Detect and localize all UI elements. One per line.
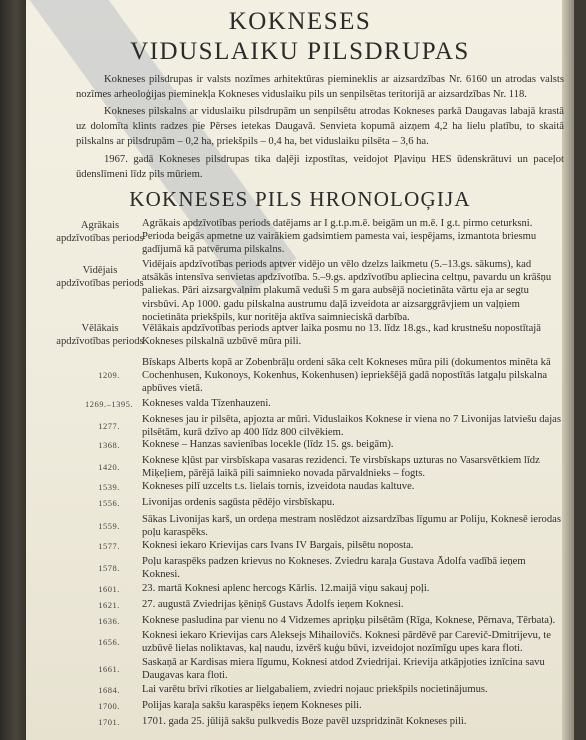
chronology-heading: KOKNESES PILS HRONOLOĢIJA: [129, 187, 471, 211]
information-board: [26, 0, 574, 740]
period-text: Vēlākais apdzīvotības periods aptver laika posmu no 13. līdz 18.gs., kad krustnešu nopostītajā Kokneses pilskalnā uzbūvē mūra pili.: [142, 323, 541, 348]
event-text: Kokneses jau ir pilsēta, apjozta ar mūri. Viduslaikos Koknese ir viena no 7 Livonijas latviešu dajas pilsētām, kurā dzīvo ap 400 līdz 800 cilvēkiem.: [142, 414, 561, 439]
event-year: 1277.: [98, 421, 120, 431]
event-year: 1269.–1395.: [85, 399, 133, 409]
left-post: [0, 0, 26, 740]
period-text: Agrākais apdzīvotības periods datējams ar I g.t.p.m.ē. beigām un m.ē. I g.t. pirmo ceturksni. Perioda beigās apmetne uz vairākiem gadsimtiem pamesta vai, iespējams, izmantota briesmu gadījumā kā patvēruma pilskalns.: [142, 218, 537, 256]
event-text: Koknese pasludina par vienu no 4 Vidzemes apriņķu pilsētām (Rīga, Koknese, Pērnava, Tērbata).: [142, 615, 556, 626]
intro-paragraph-2: Kokneses pilskalns ar viduslaiku pilsdrupām un senpilsētu atrodas Kokneses parkā Daugavas labajā krastā uz dolomīta klints radzes pie Pērses ietekas Daugavā. Senvieta kopumā aizņem 4,2 ha lielu platību, to skaitā pilskalns ar pilsdrupām – 0,2 ha, priekšpils – 0,4 ha, bet viduslaiku pilsēta – 3,6 ha.: [76, 106, 564, 147]
event-year: 1621.: [98, 600, 120, 610]
period-label: Agrākais apdzīvotības periods: [56, 220, 144, 244]
event-text: Koknese kļūst par virsbīskapa vasaras rezidenci. Te virsbīskaps uzturas no Vasarsvētkiem līdz Miķeļiem, pārējā laikā pili saimnieko novada pārvaldnieks – fogts.: [142, 455, 540, 480]
event-year: 1601.: [98, 584, 120, 594]
event-text: Koknesi iekaro Krievijas cars Ivans IV Bargais, pilsētu nopostа.: [142, 540, 414, 551]
event-year: 1656.: [98, 637, 120, 647]
event-year: 1556.: [98, 498, 120, 508]
event-text: Kokneses pilī uzcelts t.s. lielais tornis, izveidota naudas kaltuve.: [142, 481, 415, 492]
event-year: 1636.: [98, 616, 120, 626]
event-year: 1539.: [98, 482, 120, 492]
event-text: Saskaņā ar Kardisas miera līgumu, Koknesi atdod Zviedrijai. Krievija atkāpjoties iznīcina savu Daugavas kara floti.: [142, 657, 545, 682]
event-text: Sākas Livonijas karš, un ordeņa mestram noslēdzot aizsardzības līgumu ar Poliju, Koknesē ierodas poļu karaspēks.: [142, 514, 561, 539]
event-text: 23. martā Koknesi aplenc hercogs Kārlis. 12.maijā viņu sakauj poļi.: [142, 583, 430, 594]
event-text: Bīskaps Alberts kopā ar Zobenbrāļu ordeni sāka celt Kokneses mūra pili (dokumentos minēta kā Cochenhusen, Kukonoys, Kokenhus, Kokenhusen) iepriekšējā gadā nopostītās latgaļu pilskalna apbūves vietā.: [142, 357, 551, 395]
event-year: 1578.: [98, 563, 120, 573]
event-text: Lai varētu brīvi rīkoties ar lielgabaliem, zviedri nojauc priekšpils nocietinājumus.: [142, 684, 488, 695]
event-text: 1701. gada 25. jūlijā sakšu pulkvedis Boze pavēl uzspridzināt Kokneses pili.: [142, 716, 467, 727]
event-text: Poļu karaspēks padzen krievus no Kokneses. Zviedru karaļa Gustava Ādolfa vadībā ieņem Koknesi.: [142, 556, 526, 581]
event-year: 1661.: [98, 664, 120, 674]
title-line-2: VIDUSLAIKU PILSDRUPAS: [130, 38, 470, 65]
event-text: Koknese – Hanzas savienības locekle (līdz 15. gs. beigām).: [142, 439, 394, 450]
event-text: Kokneses valda Tīzenhauzeni.: [142, 398, 271, 409]
event-year: 1701.: [98, 717, 120, 727]
period-text: Vidējais apdzīvotības periods aptver vidējo un vēlo dzelzs laikmetu (5.–13.gs. sākums), kad atsākās intensīva senvietas apdzīvotība. 5.–9.gs. apdzīvotību apliecina celtņu, pavardu un krāšņu paliekas. Pāri aizsargvalnim plakumā veduši 5 m gara aubsējā nocietināta vārtu eja ar segtu virsbūvi. Ap 1000. gadu pilskalna austrumu daļā izveidota ar aizsarggrāvjiem un vaļņiem nocietināta priekšpils, kur noritēja aktīva saimnieciskā darbība.: [142, 259, 552, 323]
intro-paragraph-1: Kokneses pilsdrupas ir valsts nozīmes arhitektūras piemineklis ar aizsardzības Nr. 6160 un atrodas valsts nozīmes arheoloģijas pieminekļa Kokneses viduslaiku pils un senpilsētas teritorijā ar aizsardzības Nr. 118.: [76, 74, 564, 100]
intro-paragraph-3: 1967. gadā Kokneses pilsdrupas tika daļēji izpostītas, veidojot Pļaviņu HES ūdenskrātuvi un paceļot ūdenslīmeni līdz pils mūriem.: [76, 154, 564, 180]
event-text: Livonijas ordenis sagūsta pēdējo virsbīskapu.: [142, 497, 335, 508]
event-year: 1420.: [98, 462, 120, 472]
event-year: 1559.: [98, 521, 120, 531]
event-year: 1577.: [98, 541, 120, 551]
title-line-1: KOKNESES: [228, 8, 372, 35]
event-year: 1700.: [98, 701, 120, 711]
period-label: Vēlākais apdzīvotības periods: [56, 323, 144, 347]
event-year: 1684.: [98, 685, 120, 695]
event-text: 27. augustā Zviedrijas ķēniņš Gustavs Ādolfs ieņem Koknesi.: [142, 599, 404, 610]
period-label: Vidējais apdzīvotības periods: [56, 265, 144, 289]
event-text: Polijas karaļa sakšu karaspēks ieņem Kokneses pili.: [142, 700, 362, 711]
event-year: 1368.: [98, 440, 120, 450]
event-year: 1209.: [98, 370, 120, 380]
event-text: Koknesi iekaro Krievijas cars Aleksejs Mihailovičs. Koknesi pārdēvē par Carevič-Dmitrijevu, te uzbūvē lielas noliktavas, kaļ naudu, izvērš kuģu būvi, izveidojot nozīmīgu upes kara floti.: [142, 630, 551, 655]
